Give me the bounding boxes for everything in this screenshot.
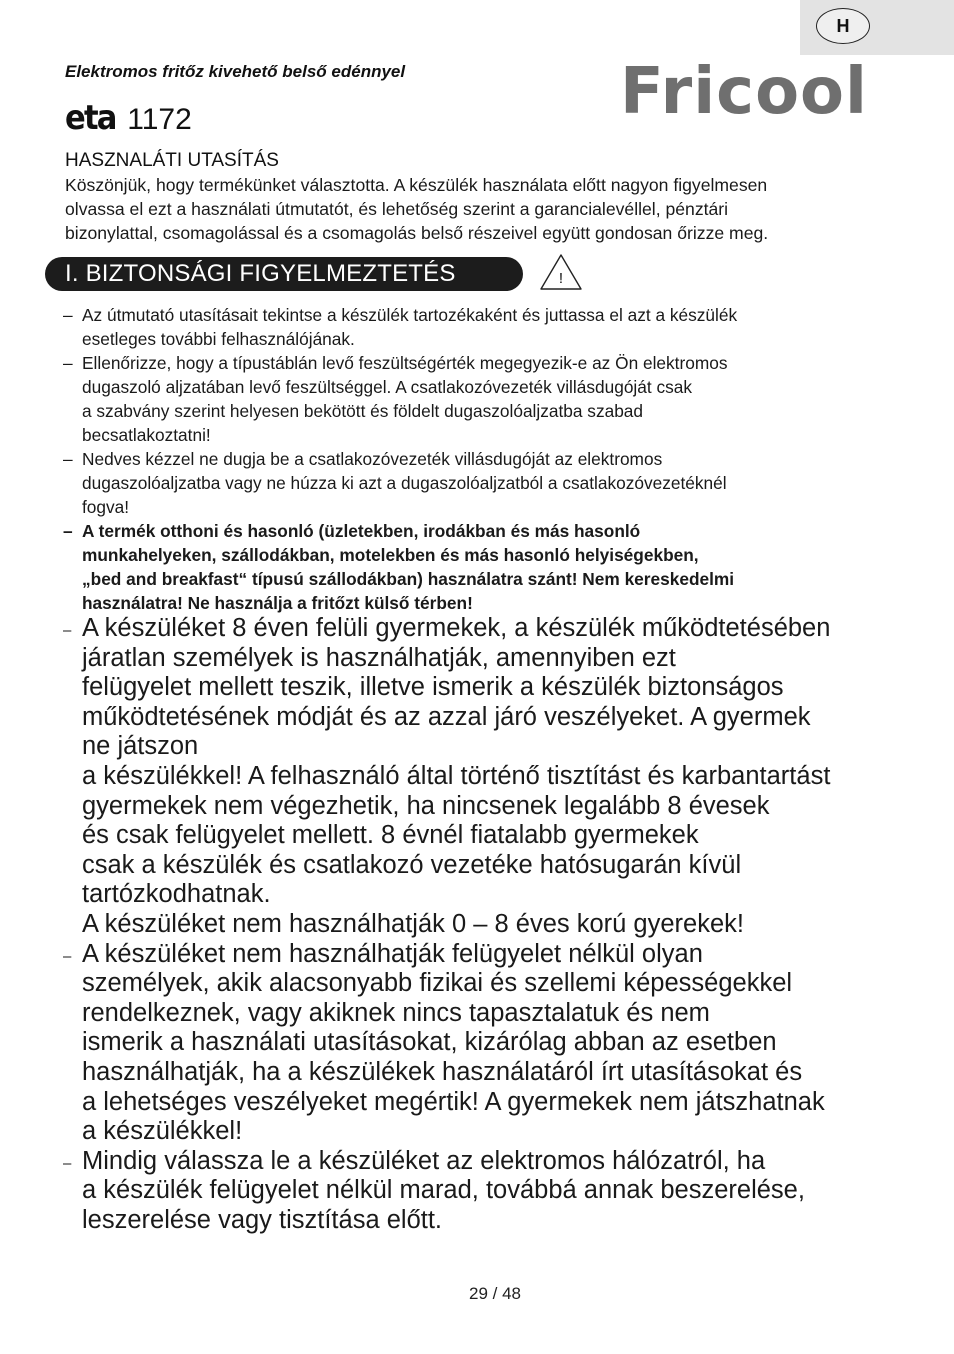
list-line: a készülékkel! A felhasználó által történő tisztítást és karbantartást (82, 761, 831, 790)
list-dash: – (63, 521, 73, 541)
product-subtitle: Elektromos fritőz kivehető belső edénnyel (65, 62, 406, 81)
safety-list-small (63, 303, 893, 615)
list-dash: – (63, 449, 73, 469)
list-dash: – (63, 622, 72, 639)
model-number: 1172 (127, 103, 192, 136)
list-line: ismerik a használati utasításokat, kizárólag abban az esetben (82, 1028, 777, 1057)
section-title: I. BIZTONSÁGI FIGYELMEZTETÉS (65, 260, 456, 287)
list-line: és csak felügyelet mellett. 8 évnél fiatalabb gyermekek (82, 821, 699, 850)
list-line: ne játszon (82, 732, 199, 761)
warning-triangle-icon (538, 252, 584, 292)
model-line (65, 98, 192, 138)
list-line: leszerelése vagy tisztítása előtt. (82, 1205, 443, 1234)
warning-exclamation: ! (558, 270, 564, 287)
list-item (63, 614, 903, 940)
list-line: A termék otthoni és hasonló (üzletekben, irodákban és más hasonló (82, 521, 641, 541)
list-dash: – (63, 353, 73, 373)
list-line: működtetésének módját és az azzal járó veszélyeket. A gyermek (82, 702, 811, 731)
page-number: 29 / 48 (469, 1284, 521, 1303)
fricool-brand-logo: Fricool (620, 55, 868, 129)
list-line: személyek, akik alacsonyabb fizikai és szellemi képességekkel (82, 969, 793, 998)
list-line: munkahelyeken, szállodákban, motelekben és más hasonló helyiségekben, (82, 545, 699, 565)
list-item (63, 303, 893, 351)
list-line: Az útmutató utasításait tekintse a készülék tartozékaként és juttassa el azt a készülék (82, 305, 738, 325)
list-line: a készülékkel! (82, 1117, 243, 1146)
intro-line: bizonylattal, csomagolással és a csomagolás belső részeivel együtt gondosan őrizze meg. (65, 223, 769, 243)
list-line: a készülék felügyelet nélkül marad, továbbá annak beszerelése, (82, 1176, 805, 1205)
intro-line: olvassa el ezt a használati útmutatót, és lehetőség szerint a garancialevéllel, pénztári (65, 199, 729, 219)
list-line: dugaszolóaljzatba vagy ne húzza ki azt a dugaszolóaljzatból a csatlakozóvezetéknél (82, 473, 727, 493)
list-line: gyermekek nem végezhetik, ha nincsenek legalább 8 évesek (82, 791, 770, 820)
list-line: esetleges további felhasználójának. (82, 329, 355, 349)
list-line: használhatják, ha a készülékek használatáról írt utasításokat és (82, 1057, 803, 1086)
list-line: A készüléket 8 éven felüli gyermekek, a készülék működtetésében (82, 614, 831, 642)
list-line: becsatlakoztatni! (82, 425, 211, 445)
section-heading (45, 257, 523, 291)
list-line: Mindig válassza le a készüléket az elektromos hálózatról, ha (82, 1146, 766, 1175)
list-item-bold (63, 519, 893, 615)
list-line: Nedves kézzel ne dugja be a csatlakozóvezeték villásdugóját az elektromos (82, 449, 663, 469)
list-line: dugaszoló aljzatában levő feszültséggel. A csatlakozóvezeték villásdugóját csak (82, 377, 693, 397)
list-dash: – (63, 1154, 72, 1172)
list-line: rendelkeznek, vagy akiknek nincs tapasztalatuk és nem (82, 998, 710, 1027)
document-heading: HASZNALÁTI UTASÍTÁS (65, 150, 279, 171)
list-item (63, 940, 903, 1147)
list-line: használatra! Ne használja a fritőzt külső térben! (82, 593, 473, 613)
list-line: felügyelet mellett teszik, illetve ismerik a készülék biztonságos (82, 673, 784, 702)
list-line: fogva! (82, 497, 130, 517)
list-line: A készüléket nem használhatják 0 – 8 éves korú gyerekek! (82, 909, 744, 938)
intro-line: Köszönjük, hogy termékünket választotta. A készülék használata előtt nagyon figyelmesen (65, 175, 768, 195)
list-line: A készüléket nem használhatják felügyelet nélkül olyan (82, 939, 703, 968)
language-badge: H (816, 8, 870, 44)
list-line: járatlan személyek is használhatják, amennyiben ezt (82, 643, 676, 672)
eta-logo: eta (65, 98, 116, 138)
list-item (63, 351, 893, 447)
list-line: „bed and breakfast“ típusú szállodákban) használatra szánt! Nem kereskedelmi (82, 569, 735, 589)
list-line: a szabvány szerint helyesen bekötött és földelt dugaszolóaljzatba szabad (82, 401, 644, 421)
list-item (63, 1147, 903, 1236)
list-dash: – (63, 947, 72, 965)
list-line: csak a készülék és csatlakozó vezetéke hatósugarán kívül (82, 850, 742, 879)
list-item (63, 447, 893, 519)
list-line: tartózkodhatnak. (82, 880, 271, 909)
intro-paragraph (65, 173, 895, 245)
list-line: Ellenőrizze, hogy a típustáblán levő feszültségérték megegyezik-e az Ön elektromos (82, 353, 728, 373)
list-line: a lehetséges veszélyeket megértik! A gyermekek nem játszhatnak (82, 1087, 825, 1116)
safety-list-large (63, 614, 903, 1235)
list-dash: – (63, 305, 73, 325)
